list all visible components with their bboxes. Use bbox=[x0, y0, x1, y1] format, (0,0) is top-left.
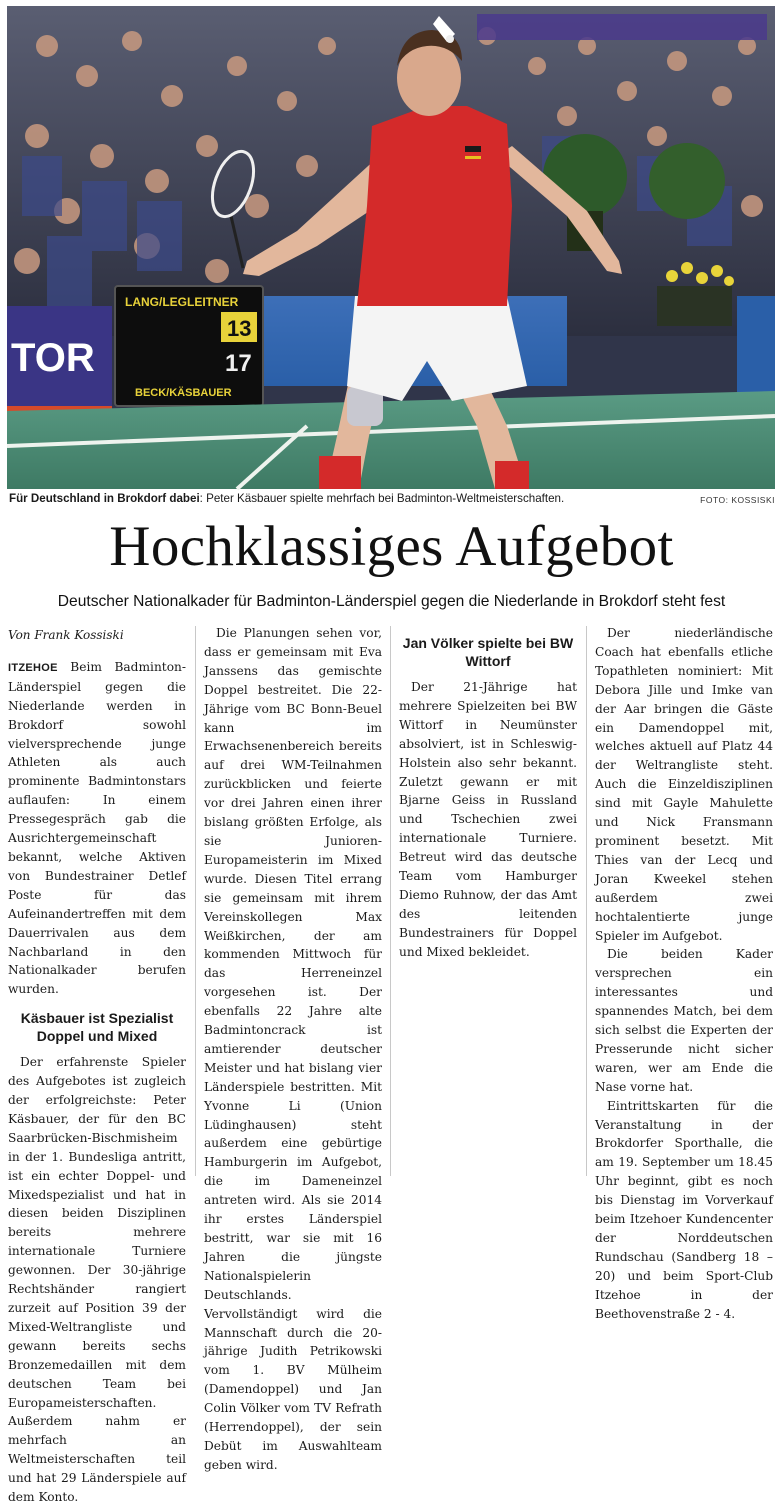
svg-text:TOR: TOR bbox=[11, 336, 95, 380]
dateline: ITZEHOE bbox=[8, 661, 58, 674]
headline: Hochklassiges Aufgebot bbox=[109, 515, 674, 578]
article-subhead: Jan Völker spielte bei BW Wittorf bbox=[402, 635, 574, 669]
caption-text: : Peter Käsbauer spielte mehrfach bei Badminton-Weltmeisterschaften. bbox=[199, 492, 565, 505]
svg-text:BECK/KÄSBAUER: BECK/KÄSBAUER bbox=[135, 387, 232, 399]
column-rule bbox=[586, 626, 587, 1176]
article-paragraph: ITZEHOE Beim Badminton-Länderspiel gegen die Niederlande werden in Brokdorf sowohl vielversprechende junge Athleten als auch prominente Badmintonstars auflaufen: In einem Pressegespräch gab die Ausrichtergemeinschaft bekannt, welche Aktiven von Bundestrainer Detlef Poste für das Aufeinandertreffen mit dem Dauerrivalen aus dem Nachbarland in den Nationalkader berufen wurden. bbox=[8, 659, 186, 997]
article-column-1 bbox=[8, 624, 186, 1505]
article-paragraph: Die beiden Kader versprechen ein interessantes und spannendes Match, bei dem sich selbst die Experten der Presserunde nicht sicher waren, wer am Ende die Nase vorne hat. bbox=[595, 947, 773, 1094]
subheadline: Deutscher Nationalkader für Badminton-Länderspiel gegen die Niederlande in Brokdorf steht fest bbox=[57, 593, 726, 610]
photo-caption bbox=[9, 491, 775, 507]
scoreboard bbox=[115, 286, 263, 406]
article-column-3 bbox=[399, 624, 577, 1179]
article-paragraph: Der niederländische Coach hat ebenfalls etliche Topathleten nominiert: Mit Debora Jille und Imke van der Aar bringen die Gäste ein Damendoppel mit, welches aktuell auf Platz 44 der Weltrangliste steht. Auch die Einzeldisziplinen sind mit Gayle Mahulette und Nick Fransmann prominent besetzt. Mit Thies van der Lecq und Joran Kweekel stehen außerdem zwei hochtalentierte junge Spieler im Aufgebot. bbox=[595, 626, 773, 943]
svg-text:17: 17 bbox=[225, 350, 252, 377]
article-paragraph: Die Planungen sehen vor, dass er gemeinsam mit Eva Janssens das gemischte Doppel bestreitet. Die 22-Jährige vom BC Bonn-Beuel kann im Erwachsenenbereich bereits auf drei WM-Teilnahmen zurückblicken und feierte vor drei Jahren einen ihrer bislang größten Erfolge, als sie Junioren-Europameisterin im Mixed wurde. Diesen Titel errang sie gemeinsam mit ihrem Vereinskollegen Max Weißkirchen, der am kommenden Mittwoch für das Herreneinzel vorgesehen ist. Der ebenfalls 22 Jahre alte Badmintoncrack ist amtierender deutscher Meister und hat bislang vier Länderspiele bestritten. Mit Yvonne Li (Union Lüdinghausen) steht außerdem eine gebürtige Hamburgerin im Aufgebot, die im Dameneinzel antreten wird. Als sie 2014 ihr erstes Länderspiel bestritt, war sie mit 16 Jahren die jüngste Nationalspielerin Deutschlands. Vervollständigt wird die Mannschaft durch die 20-jährige Judith Petrikowski vom 1. BV Mülheim (Damendoppel) und Jan Colin Völker vom TV Refrath (Herrendoppel), der sein Debüt im Auswahlteam geben wird. bbox=[204, 626, 382, 1472]
article-photo bbox=[7, 6, 775, 489]
byline: Von Frank Kossiski bbox=[8, 628, 124, 642]
photo-credit: FOTO: KOSSISKI bbox=[700, 495, 775, 505]
svg-text:LANG/LEGLEITNER: LANG/LEGLEITNER bbox=[125, 295, 239, 309]
badminton-photo bbox=[7, 6, 775, 489]
column-rule bbox=[390, 626, 391, 1176]
caption-lead: Für Deutschland in Brokdorf dabei bbox=[9, 492, 200, 505]
article-paragraph: Der 21-Jährige hat mehrere Spielzeiten bei BW Wittorf in Neumünster absolviert, ist in Schleswig-Holstein also sehr bekannt. Zuletzt gewann er mit Bjarne Geiss in Russland und Tschechien zwei internationale Turniere. Betreut wird das deutsche Team vom Hamburger Diemo Ruhnow, der das Amt des leitenden Bundestrainers für Doppel und Mixed bekleidet. bbox=[399, 680, 577, 959]
column-rule bbox=[195, 626, 196, 1176]
svg-text:13: 13 bbox=[227, 316, 252, 341]
article-subhead: Käsbauer ist Spezialist Doppel und Mixed bbox=[20, 1010, 174, 1045]
article-column-4 bbox=[595, 624, 773, 1321]
article-paragraph: Der erfahrenste Spieler des Aufgebotes ist zugleich der erfolgreichste: Peter Käsbauer, der für den BC Saarbrücken-Bischmisheim in der 1. Bundesliga antritt, ist ein echter Doppel- und Mixedspezialist und hat in diesen beiden Disziplinen bereits mehrere internationale Turniere gewonnen. Der 30-jährige Rechtshänder rangiert zurzeit auf Position 39 der Mixed-Weltrangliste und gewann bereits sechs Bronzemedaillen mit dem deutschen Team bei Europameisterschaften. Außerdem nahm er mehrfach an Weltmeisterschaften teil und hat 29 Länderspiele auf dem Konto. bbox=[8, 1055, 186, 1505]
article-column-2 bbox=[204, 624, 382, 1472]
article-paragraph: Eintrittskarten für die Veranstaltung in der Brokdorfer Sporthalle, die am 19. September um 18.45 Uhr beginnt, gibt es noch bis Dienstag im Vorverkauf beim Itzehoer Kundencenter der Norddeutschen Rundschau (Sandberg 18 – 20) und beim Sport-Club Itzehoe in der Beethovenstraße 2 - 4. bbox=[595, 1098, 773, 1321]
